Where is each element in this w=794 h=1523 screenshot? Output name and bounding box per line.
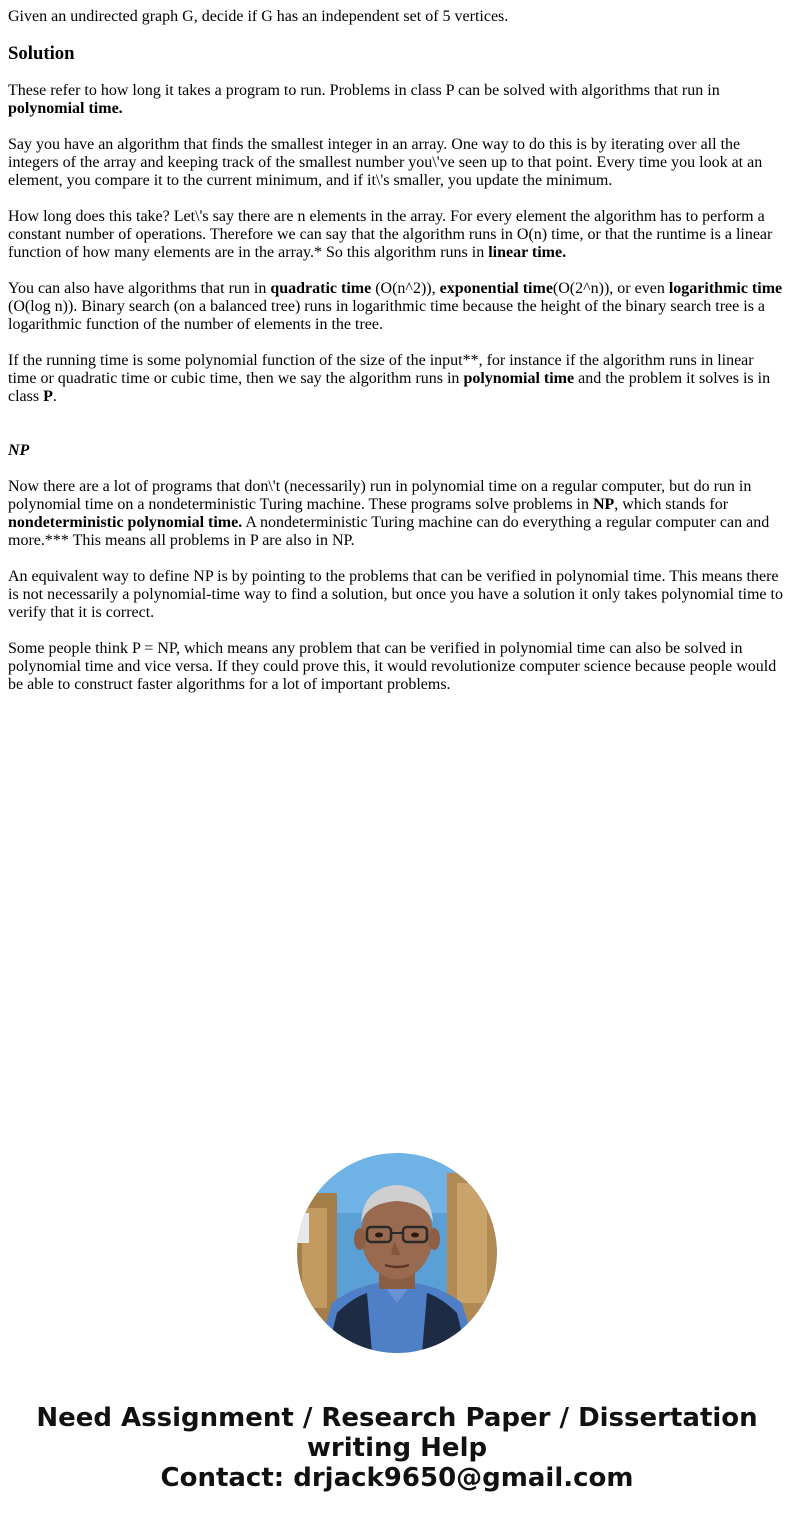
np-heading: NP bbox=[8, 442, 30, 459]
p6-b1: NP bbox=[592, 496, 615, 513]
paragraph-verify: An equivalent way to define NP is by pointing to the problems that can be verified in polynomial time. This means there is not necessarily a polynomial-time way to find a solution, but once you have a solution it only takes polynomial time to verify that it is correct. bbox=[8, 568, 783, 621]
p5-t3: . bbox=[52, 388, 57, 405]
paragraph-linear bbox=[8, 208, 786, 262]
author-avatar bbox=[297, 1153, 497, 1353]
footer-line-2: writing Help bbox=[306, 1433, 488, 1463]
p6-b2: nondeterministic polynomial time. bbox=[8, 514, 243, 531]
p4-t1: You can also have algorithms that run in bbox=[8, 280, 271, 297]
footer-contact: Contact: drjack9650@gmail.com bbox=[160, 1463, 634, 1493]
p4-t3: (O(2^n)), or even bbox=[552, 280, 669, 297]
document-body bbox=[8, 8, 786, 712]
p5-b1: polynomial time bbox=[463, 370, 575, 387]
footer-line-1: Need Assignment / Research Paper / Dissertation bbox=[36, 1403, 758, 1433]
p5-b2: P bbox=[43, 388, 53, 405]
paragraph-complexities bbox=[8, 280, 786, 334]
p5-t2: and the problem it solves is in class bbox=[8, 370, 771, 405]
p4-b3: logarithmic time bbox=[668, 280, 783, 297]
p3-bold: linear time. bbox=[488, 244, 567, 261]
p1-bold: polynomial time. bbox=[8, 100, 123, 117]
p4-b1: quadratic time bbox=[270, 280, 372, 297]
p4-b2: exponential time bbox=[439, 280, 553, 297]
p6-t3: A nondeterministic Turing machine can do everything a regular computer can and more.*** This means all problems in P are also in NP. bbox=[8, 514, 770, 549]
promo-footer bbox=[0, 1403, 794, 1493]
paragraph-example: Say you have an algorithm that finds the smallest integer in an array. One way to do this is by iterating over all the integers of the array and keeping track of the smallest number you\'ve seen up to that point. Every time you look at an element, you compare it to the current minimum, and if it\'s smaller, you update the minimum. bbox=[8, 136, 763, 189]
blank-line bbox=[8, 424, 786, 442]
p6-t1: Now there are a lot of programs that don\'t (necessarily) run in polynomial time on a regular computer, but do run in polynomial time on a nondeterministic Turing machine. These programs solve problems in bbox=[8, 478, 752, 513]
solution-heading: Solution bbox=[8, 43, 75, 64]
paragraph-polynomial bbox=[8, 352, 786, 406]
p1-text: These refer to how long it takes a program to run. Problems in class P can be solved with algorithms that run in bbox=[8, 82, 720, 99]
p5-t1: If the running time is some polynomial function of the size of the input**, for instance if the algorithm runs in linear time or quadratic time or cubic time, then we say the algorithm runs in bbox=[8, 352, 754, 387]
p4-t4: (O(log n)). Binary search (on a balanced tree) runs in logarithmic time because the height of the binary search tree is a logarithmic function of the number of elements in the tree. bbox=[8, 298, 766, 333]
avatar-portrait-icon bbox=[297, 1153, 497, 1353]
paragraph-intro bbox=[8, 82, 786, 118]
question-text: Given an undirected graph G, decide if G has an independent set of 5 vertices. bbox=[8, 8, 509, 25]
paragraph-p-equals-np: Some people think P = NP, which means any problem that can be verified in polynomial time can also be solved in polynomial time and vice versa. If they could prove this, it would revolutionize computer science because people would be able to construct faster algorithms for a lot of important problems. bbox=[8, 640, 777, 693]
p6-t2: , which stands for bbox=[614, 496, 729, 513]
paragraph-np bbox=[8, 478, 786, 550]
p4-t2: (O(n^2)), bbox=[371, 280, 440, 297]
p3-text: How long does this take? Let\'s say there are n elements in the array. For every element the algorithm has to perform a constant number of operations. Therefore we can say that the algorithm runs in O(n) time, or that the runtime is a linear function of how many elements are in the array.* So this algorithm runs in bbox=[8, 208, 773, 261]
